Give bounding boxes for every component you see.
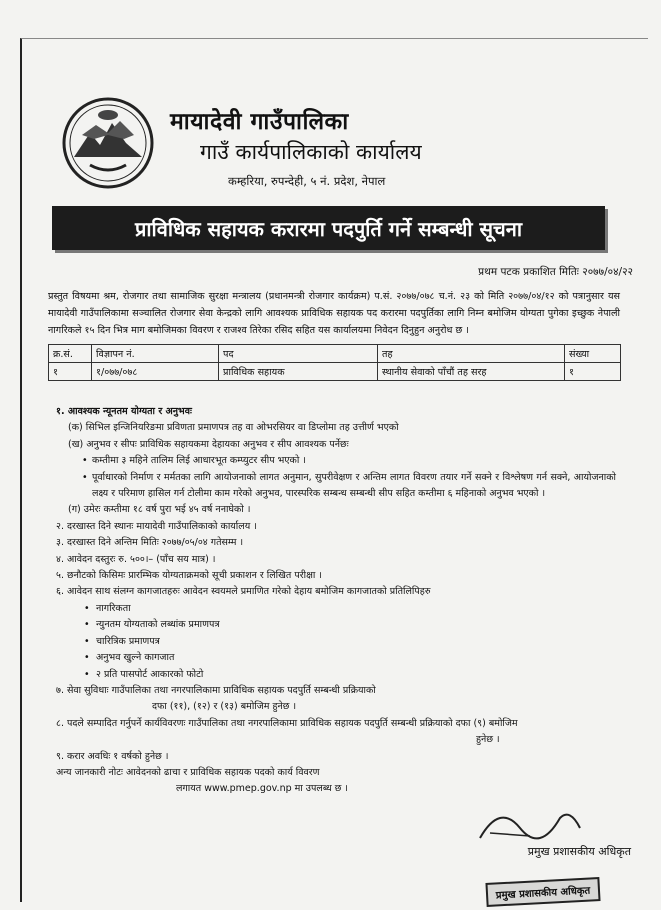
other-info-note-cont: लगायत www.pmep.gov.np मा उपलब्ध छ । <box>176 783 348 795</box>
signature-scribble <box>470 798 590 848</box>
section-benefits-cont: दफा (११), (१२) र (१३) बमोजिम हुनेछ । <box>152 701 297 713</box>
table-header-cell: पद <box>219 345 378 363</box>
notice-body <box>56 404 616 798</box>
document-item: • नागरिकता <box>56 601 616 617</box>
other-info-note: अन्य जानकारी नोटः आवेदनको ढाचा र प्राविधिक सहायक पदको कार्य विवरण <box>56 766 320 778</box>
experience-item: • पूर्वाधारको निर्माण र मर्मतका लागि आयोजनाको लागत अनुमान, सुपरीवेक्षण र अन्तिम लागत विवरण तयार गर्ने सक्ने र विश्लेषण गर्न सक्ने, आयोजनाको लक्ष्य र परिमाण हासिल गर्न टोलीमा काम गरेको अनुभव, पारस्परिक सम्बन्ध सम्बन्धी सीप सहित कम्तीमा ६ महिनाको अनुभव भएको । <box>56 470 616 503</box>
office-address: कम्हरिया, रुपन्देही, ५ नं. प्रदेश, नेपाल <box>228 174 386 188</box>
table-header-cell: विज्ञापन नं. <box>92 345 219 363</box>
publication-date: प्रथम पटक प्रकाशित मितिः २०७७/०४/२२ <box>478 266 633 278</box>
section-fee: ४. आवेदन दस्तुरः रु. ५००।– (पाँच सय मात्र) । <box>56 553 216 565</box>
qualification-ka: (क) सिभिल इन्जिनियरिङमा प्रविणता प्रमाणपत्र तह वा ओभरसियर वा डिप्लोमा तह उत्तीर्ण भएको <box>68 422 399 434</box>
org-name: मायादेवी गाउँपालिका <box>170 109 349 135</box>
section-qualification: १. आवश्यक न्यूनतम योग्यता र अनुभवः <box>56 406 192 417</box>
notice-title-banner <box>52 206 605 250</box>
section-contract-period: ९. करार अवधिः १ वर्षको हुनेछ । <box>56 750 169 762</box>
table-cell: प्राविधिक सहायक <box>219 363 378 381</box>
signatory-title: प्रमुख प्रशासकीय अधिकृत <box>527 845 631 858</box>
table-cell: १/०७७/०७८ <box>92 363 219 381</box>
notice-title: प्राविधिक सहायक करारमा पदपुर्ति गर्ने सम्बन्धी सूचना <box>134 216 523 241</box>
table-row <box>49 363 621 381</box>
section-deadline: ३. दरखास्त दिने अन्तिम मितिः २०७७/०५/०४ गतेसम्म । <box>56 537 244 549</box>
document-item: • न्युनतम योग्यताको लब्धांक प्रमाणपत्र <box>56 617 616 633</box>
qualification-kha: (ख) अनुभव र सीपः प्राविधिक सहायकमा देहायका अनुभव र सीप आवश्यक पर्नेछः <box>68 438 349 450</box>
experience-item: • कम्तीमा ३ महिने तालिम लिई आधारभूत कम्प्युटर सीप भएको । <box>56 453 616 469</box>
table-header-row <box>49 345 621 363</box>
document-item: • चारित्रिक प्रमाणपत्र <box>56 634 616 650</box>
table-header-cell: क्र.सं. <box>49 345 92 363</box>
section-job-description: ८. पदले सम्पादित गर्नुपर्ने कार्यविवरणः गाउँपालिका तथा नगरपालिकामा प्राविधिक सहायक पदपुर्ति सम्बन्धी प्रक्रियाको दफा (९) बमोजिम <box>56 717 518 729</box>
nepal-emblem-icon <box>60 95 156 191</box>
section-benefits: ७. सेवा सुविधाः गाउँपालिका तथा नगरपालिकामा प्राविधिक सहायक पदपुर्ति सम्बन्धी प्रक्रियाको <box>56 684 376 696</box>
table-cell: १ <box>565 363 621 381</box>
qualification-ga: (ग) उमेरः कम्तीमा १८ वर्ष पुरा भई ४५ वर्ष ननाघेको । <box>68 504 251 516</box>
table-header-cell: संख्या <box>565 345 621 363</box>
table-cell: १ <box>49 363 92 381</box>
section-application-place: २. दरखास्त दिने स्थानः मायादेवी गाउँपालिकाको कार्यालय । <box>56 520 257 532</box>
document-item: • २ प्रति पासपोर्ट आकारको फोटो <box>56 667 616 683</box>
stamp-text: प्रमुख प्रशासकीय अधिकृत <box>495 885 591 902</box>
vacancy-table <box>48 344 621 381</box>
official-stamp <box>485 877 600 907</box>
section-job-description-cont: हुनेछ । <box>476 734 500 746</box>
intro-paragraph: प्रस्तुत विषयमा श्रम, रोजगार तथा सामाजिक सुरक्षा मन्त्रालय (प्रधानमन्त्री रोजगार कार्यक्रम) प.सं. २०७७/०७८ च.नं. २३ को मिति २०७७/०४/१२ को पत्रानुसार यस मायादेवी गाउँपालिकामा सञ्चालित रोजगार सेवा केन्द्रको लागि आवश्यक प्राविधिक सहायक पद करारमा पदपुर्तिका लागि निम्न बमोजिम योग्यता पुगेका इच्छुक नेपाली नागरिकले १५ दिन भित्र माग बमोजिमका विवरण र राजश्व तिरेका रसिद सहित यस कार्यालयमा निवेदन दिनुहुन अनुरोध छ । <box>48 291 620 336</box>
section-selection: ५. छनौटको किसिमः प्रारम्भिक योग्यताक्रमको सूची प्रकाशन र लिखित परीक्षा । <box>56 570 322 582</box>
office-name: गाउँ कार्यपालिकाको कार्यालय <box>200 140 422 164</box>
section-documents: ६. आवेदन साथ संलग्न कागजातहरुः आवेदन स्वयमले प्रमाणित गरेको देहाय बमोजिम कागजातको प्रतिलिपिहरु <box>56 586 431 598</box>
document-item: • अनुभव खुल्ने कागजात <box>56 650 616 666</box>
table-cell: स्थानीय सेवाको पाँचौं तह सरह <box>378 363 565 381</box>
table-header-cell: तह <box>378 345 565 363</box>
